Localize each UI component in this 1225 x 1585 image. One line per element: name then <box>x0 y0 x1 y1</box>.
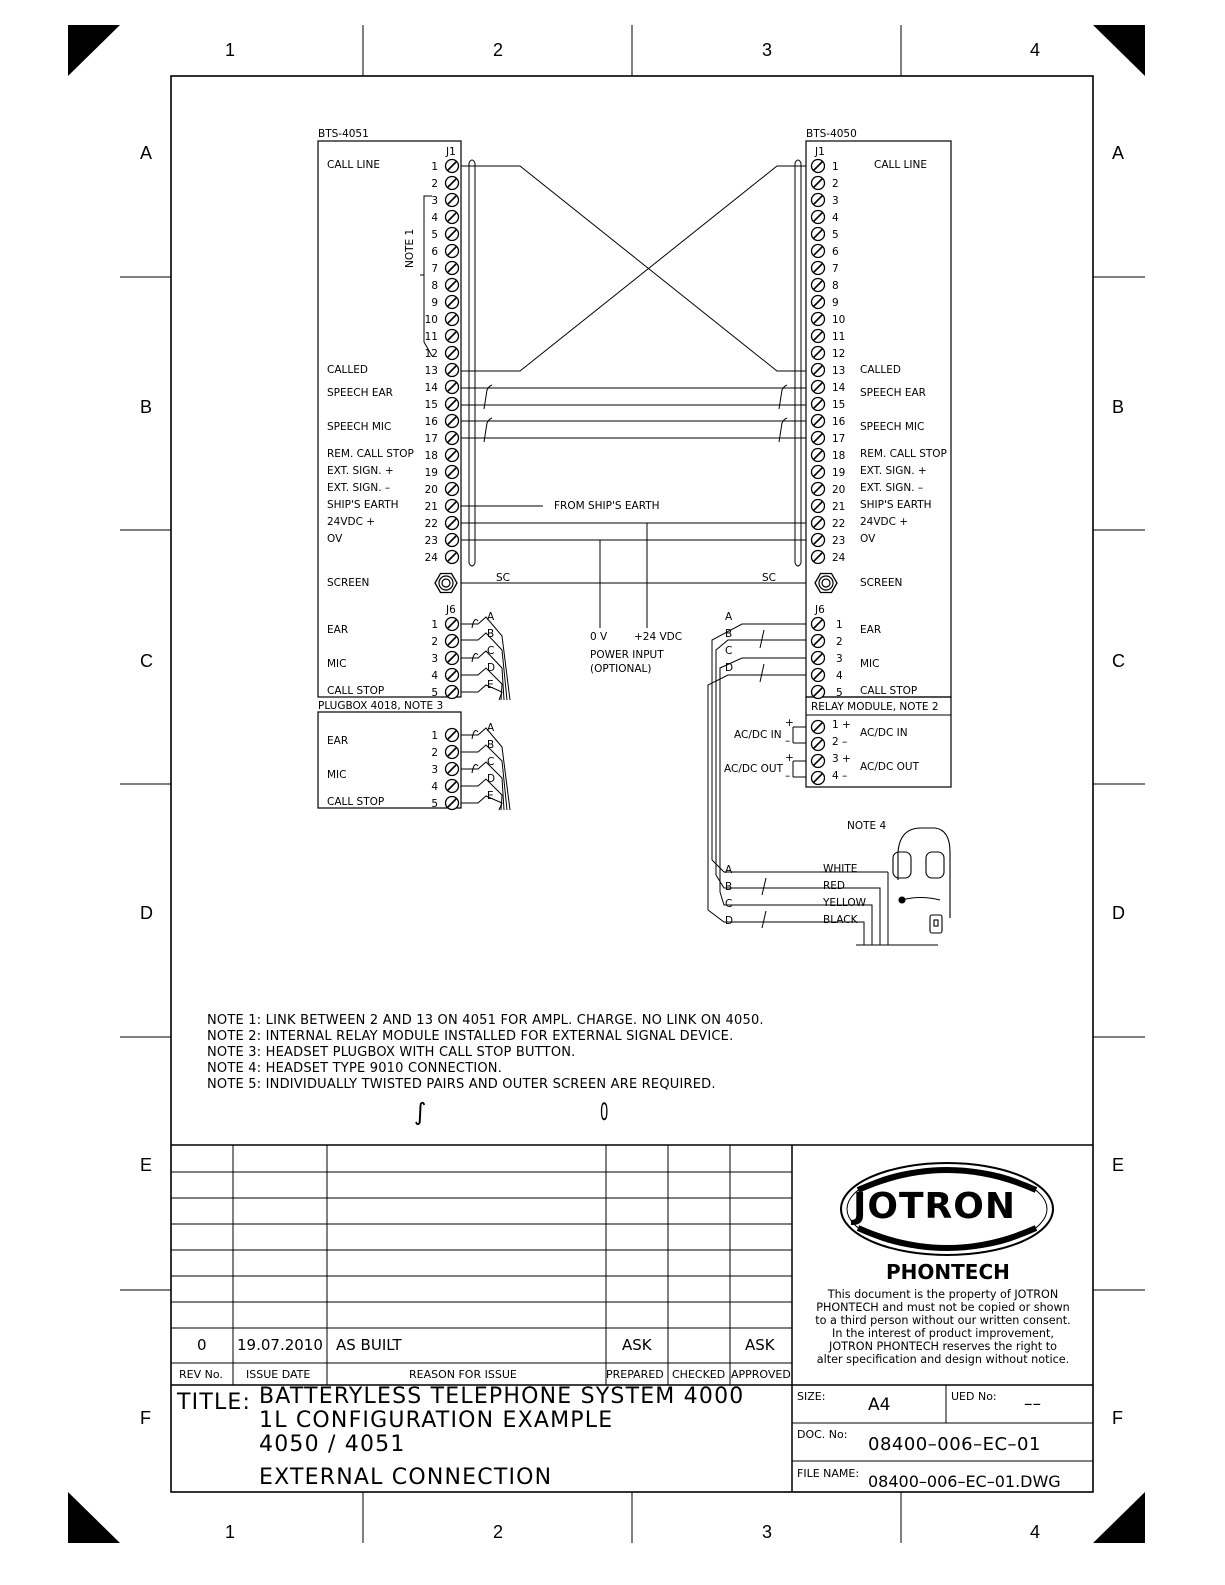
rev-no: 0 <box>197 1336 207 1354</box>
r-j6-call-stop: CALL STOP <box>860 685 918 697</box>
terminal-number: 4 <box>431 781 438 793</box>
r-speech-ear: SPEECH EAR <box>860 387 926 399</box>
terminal-icon <box>446 669 459 682</box>
file-label: FILE NAME: <box>797 1467 860 1480</box>
relay-pin-1: 1 + <box>832 719 851 731</box>
power-lines <box>600 523 647 628</box>
terminal-number: 7 <box>431 263 438 275</box>
r-call-line: CALL LINE <box>874 159 927 171</box>
terminal-number: 4 <box>431 670 438 682</box>
title-line-3: 4050 / 4051 <box>259 1432 406 1457</box>
left-j6-wires <box>461 617 510 700</box>
terminal-number: 16 <box>424 416 438 428</box>
r-speech-mic: SPEECH MIC <box>860 421 925 433</box>
zone-row-e-right: E <box>1112 1155 1125 1175</box>
terminal-icon <box>812 279 825 292</box>
r-ext-sign-minus: EXT. SIGN. – <box>860 482 924 494</box>
screen-symbol: 0 <box>600 1098 609 1126</box>
jotron-logo: JOTRON <box>853 1186 1017 1227</box>
relay-out-plus: + <box>785 752 794 764</box>
terminal-icon <box>812 211 825 224</box>
l-screen: SCREEN <box>327 577 370 589</box>
bts4051-name: BTS-4051 <box>318 128 369 140</box>
terminal-icon <box>812 686 825 699</box>
r-ships-earth: SHIP'S EARTH <box>860 499 932 511</box>
plugbox-ear: EAR <box>327 735 349 747</box>
terminal-number: 2 <box>431 178 438 190</box>
bts4051-box <box>318 141 461 697</box>
terminal-number: 17 <box>424 433 438 445</box>
terminal-number: 1 <box>836 619 843 631</box>
terminal-number: 3 <box>431 764 438 776</box>
terminal-number: 5 <box>431 798 438 810</box>
plugbox-box <box>318 712 461 808</box>
r-rem-call-stop: REM. CALL STOP <box>860 448 947 460</box>
power-optional: (OPTIONAL) <box>590 663 652 675</box>
zone-col-4-bottom: 4 <box>1030 1522 1041 1542</box>
terminal-icon <box>446 483 459 496</box>
size-value: A4 <box>868 1395 891 1415</box>
terminal-number: 19 <box>424 467 438 479</box>
terminal-icon <box>812 721 825 734</box>
wire-red: RED <box>823 880 846 892</box>
l-j6: J6 <box>446 604 456 616</box>
terminal-icon <box>812 755 825 768</box>
l-j6-letter-c: C <box>487 645 495 657</box>
disclaimer-line: In the interest of product improvement, <box>832 1327 1054 1340</box>
disclaimer-line: This document is the property of JOTRON <box>827 1288 1059 1301</box>
corner-mark-top-right <box>1093 25 1145 76</box>
ued-label: UED No: <box>951 1390 997 1403</box>
r-called: CALLED <box>860 364 901 376</box>
title-line-2: 1L CONFIGURATION EXAMPLE <box>259 1408 614 1433</box>
terminal-icon <box>446 618 459 631</box>
terminal-number: 20 <box>832 484 846 496</box>
terminal-icon <box>812 635 825 648</box>
wire-black: BLACK <box>823 914 858 926</box>
terminal-number: 6 <box>832 246 839 258</box>
terminal-icon <box>812 738 825 751</box>
l-j6-call-stop: CALL STOP <box>327 685 385 697</box>
hdr-checked: CHECKED <box>672 1368 726 1381</box>
sc-right: SC <box>762 572 776 584</box>
terminal-icon <box>446 534 459 547</box>
doc-value: 08400–006–EC–01 <box>868 1434 1041 1455</box>
terminal-number: 2 <box>836 636 843 648</box>
corner-mark-bottom-left <box>68 1492 120 1543</box>
zone-col-3-bottom: 3 <box>762 1522 773 1542</box>
rev-approved: ASK <box>745 1336 775 1354</box>
note-4: NOTE 4: HEADSET TYPE 9010 CONNECTION. <box>207 1061 503 1076</box>
plugbox-call-stop: CALL STOP <box>327 796 385 808</box>
terminal-icon <box>812 534 825 547</box>
terminal-icon <box>446 228 459 241</box>
terminal-number: 23 <box>424 535 438 547</box>
zone-row-f-left: F <box>140 1408 151 1428</box>
r-j6-ear: EAR <box>860 624 882 636</box>
terminal-icon <box>446 635 459 648</box>
cross-wires <box>461 166 806 371</box>
hdr-reason: REASON FOR ISSUE <box>409 1368 517 1381</box>
terminal-number: 15 <box>832 399 846 411</box>
from-ships-earth: FROM SHIP'S EARTH <box>554 500 660 512</box>
note-3: NOTE 3: HEADSET PLUGBOX WITH CALL STOP BUTTON. <box>207 1045 576 1060</box>
headset-letter-c: C <box>725 898 733 910</box>
terminal-icon <box>446 746 459 759</box>
screen-terminal-icon <box>435 574 457 593</box>
zone-row-d-right: D <box>1112 903 1125 923</box>
relay-pin-2: 2 – <box>832 736 848 748</box>
disclaimer-line: alter specification and design without notice. <box>816 1353 1070 1366</box>
l-rem-call-stop: REM. CALL STOP <box>327 448 414 460</box>
terminal-number: 9 <box>431 297 438 309</box>
terminal-icon <box>812 551 825 564</box>
zone-row-a-left: A <box>140 143 153 163</box>
note1-label: NOTE 1 <box>404 228 416 268</box>
relay-wires <box>793 727 806 777</box>
relay-out-minus: – <box>785 770 791 782</box>
terminal-icon <box>446 551 459 564</box>
title-line-1: BATTERYLESS TELEPHONE SYSTEM 4000 <box>259 1384 745 1409</box>
wire-white: WHITE <box>823 863 858 875</box>
terminal-number: 6 <box>431 246 438 258</box>
screen-terminal-icon <box>815 574 837 593</box>
terminal-number: 7 <box>832 263 839 275</box>
terminal-number: 22 <box>424 518 438 530</box>
l-ext-sign-minus: EXT. SIGN. – <box>327 482 391 494</box>
terminal-number: 1 <box>832 161 839 173</box>
zone-row-b-right: B <box>1112 397 1125 417</box>
zone-col-1-bottom: 1 <box>225 1522 236 1542</box>
terminal-icon <box>446 449 459 462</box>
terminal-icon <box>446 466 459 479</box>
l-24vdc: 24VDC + <box>327 516 376 528</box>
l-ov: OV <box>327 533 343 545</box>
disclaimer-line: PHONTECH and must not be copied or shown <box>816 1301 1070 1314</box>
terminal-number: 12 <box>424 348 438 360</box>
l-speech-mic: SPEECH MIC <box>327 421 392 433</box>
zone-row-d-left: D <box>140 903 153 923</box>
terminal-icon <box>812 669 825 682</box>
terminal-number: 20 <box>424 484 438 496</box>
terminal-icon <box>446 160 459 173</box>
terminal-icon <box>812 364 825 377</box>
plugbox-letter-b: B <box>487 739 495 751</box>
twisted-pair-symbol: ∫ <box>414 1098 427 1126</box>
terminal-number: 17 <box>832 433 846 445</box>
rev-prepared: ASK <box>622 1336 652 1354</box>
relay-pin-3: 3 + <box>832 753 851 765</box>
l-ships-earth: SHIP'S EARTH <box>327 499 399 511</box>
terminal-icon <box>446 347 459 360</box>
terminal-number: 4 <box>836 670 843 682</box>
terminal-icon <box>446 313 459 326</box>
terminal-number: 14 <box>424 382 438 394</box>
r-j6-letter-c: C <box>725 645 733 657</box>
terminal-number: 13 <box>832 365 846 377</box>
terminal-icon <box>446 729 459 742</box>
terminal-icon <box>812 466 825 479</box>
bts4050-j1: J1 <box>815 146 825 158</box>
bts4050-box <box>806 141 951 697</box>
zone-row-c-left: C <box>140 651 153 671</box>
terminal-icon <box>446 296 459 309</box>
terminal-icon <box>812 194 825 207</box>
terminal-icon <box>812 245 825 258</box>
ued-value: –– <box>1024 1394 1041 1414</box>
zone-row-f-right: F <box>1112 1408 1123 1428</box>
relay-pin-4: 4 – <box>832 770 848 782</box>
terminal-number: 8 <box>832 280 839 292</box>
l-j6-mic: MIC <box>327 658 347 670</box>
through-wires <box>461 388 806 583</box>
terminal-icon <box>812 313 825 326</box>
terminal-icon <box>812 483 825 496</box>
terminal-icon <box>812 330 825 343</box>
terminal-number: 5 <box>832 229 839 241</box>
relay-in-minus: – <box>785 735 791 747</box>
r-j6-letter-a: A <box>725 611 733 623</box>
l-j6-letter-e: E <box>487 679 494 691</box>
hdr-approved: APPROVED <box>731 1368 791 1381</box>
bts4050-name: BTS-4050 <box>806 128 857 140</box>
note-1: NOTE 1: LINK BETWEEN 2 AND 13 ON 4051 FOR AMPL. CHARGE. NO LINK ON 4050. <box>207 1013 764 1028</box>
zone-col-1-top: 1 <box>225 40 236 60</box>
l-ext-sign-plus: EXT. SIGN. + <box>327 465 394 477</box>
terminal-number: 1 <box>431 619 438 631</box>
l-j6-letter-b: B <box>487 628 495 640</box>
relay-acdc-out-left: AC/DC OUT <box>724 763 783 775</box>
zone-row-e-left: E <box>140 1155 153 1175</box>
terminal-icon <box>446 500 459 513</box>
phontech-logo: PHONTECH <box>886 1260 1010 1284</box>
terminal-icon <box>812 347 825 360</box>
terminal-icon <box>812 500 825 513</box>
r-24vdc: 24VDC + <box>860 516 909 528</box>
terminal-icon <box>812 228 825 241</box>
l-j6-ear: EAR <box>327 624 349 636</box>
hdr-prepared: PREPARED <box>606 1368 664 1381</box>
corner-mark-top-left <box>68 25 120 76</box>
terminal-icon <box>446 432 459 445</box>
terminal-icon <box>812 381 825 394</box>
relay-name: RELAY MODULE, NOTE 2 <box>811 701 939 713</box>
terminal-icon <box>812 772 825 785</box>
terminal-icon <box>446 763 459 776</box>
terminal-icon <box>812 652 825 665</box>
terminal-icon <box>446 364 459 377</box>
disclaimer <box>796 1288 1090 1366</box>
terminal-icon <box>812 177 825 190</box>
bts4051-j1: J1 <box>446 146 456 158</box>
rev-reason: AS BUILT <box>336 1336 402 1354</box>
plugbox-letter-a: A <box>487 722 495 734</box>
terminal-icon <box>812 398 825 411</box>
r-ext-sign-plus: EXT. SIGN. + <box>860 465 927 477</box>
terminal-number: 18 <box>424 450 438 462</box>
terminal-icon <box>812 415 825 428</box>
power-input: POWER INPUT <box>590 649 664 661</box>
terminal-number: 12 <box>832 348 846 360</box>
zone-col-2-bottom: 2 <box>493 1522 504 1542</box>
l-j6-letter-d: D <box>487 662 496 674</box>
relay-acdc-in-right: AC/DC IN <box>860 727 908 739</box>
r-j6-mic: MIC <box>860 658 880 670</box>
twist-marks <box>484 385 787 442</box>
terminal-icon <box>446 279 459 292</box>
corner-mark-bottom-right <box>1093 1492 1145 1543</box>
terminal-icon <box>446 194 459 207</box>
hdr-issue-date: ISSUE DATE <box>246 1368 311 1381</box>
terminal-number: 24 <box>424 552 438 564</box>
terminal-number: 2 <box>832 178 839 190</box>
terminal-number: 21 <box>424 501 438 513</box>
terminal-number: 8 <box>431 280 438 292</box>
terminal-number: 18 <box>832 450 846 462</box>
terminal-number: 3 <box>836 653 843 665</box>
zone-row-c-right: C <box>1112 651 1125 671</box>
terminal-number: 16 <box>832 416 846 428</box>
terminal-number: 3 <box>431 195 438 207</box>
terminal-number: 19 <box>832 467 846 479</box>
terminal-icon <box>812 160 825 173</box>
size-label: SIZE: <box>797 1390 826 1403</box>
terminal-number: 1 <box>431 161 438 173</box>
headset-letter-a: A <box>725 864 733 876</box>
terminal-icon <box>812 262 825 275</box>
zone-row-a-right: A <box>1112 143 1125 163</box>
r-ov: OV <box>860 533 876 545</box>
terminal-number: 2 <box>431 747 438 759</box>
plugbox-name: PLUGBOX 4018, NOTE 3 <box>318 700 444 712</box>
r-j6-letter-b: B <box>725 628 733 640</box>
terminal-icon <box>446 398 459 411</box>
terminal-number: 22 <box>832 518 846 530</box>
title-line-4: EXTERNAL CONNECTION <box>259 1465 553 1490</box>
terminal-number: 5 <box>431 229 438 241</box>
power-24vdc: +24 VDC <box>634 631 683 643</box>
relay-in-plus: + <box>785 717 794 729</box>
terminal-icon <box>812 618 825 631</box>
terminal-icon <box>446 652 459 665</box>
terminal-number: 11 <box>832 331 846 343</box>
terminal-number: 9 <box>832 297 839 309</box>
terminal-icon <box>812 432 825 445</box>
wire-yellow: YELLOW <box>823 897 867 909</box>
r-j6-letter-d: D <box>725 662 734 674</box>
terminal-number: 3 <box>832 195 839 207</box>
terminal-icon <box>446 780 459 793</box>
terminal-number: 14 <box>832 382 846 394</box>
terminal-number: 2 <box>431 636 438 648</box>
l-j6-letter-a: A <box>487 611 495 623</box>
terminal-number: 10 <box>424 314 438 326</box>
terminal-number: 4 <box>431 212 438 224</box>
power-0v: 0 V <box>590 631 608 643</box>
zone-row-b-left: B <box>140 397 153 417</box>
terminal-number: 15 <box>424 399 438 411</box>
plugbox-letter-c: C <box>487 756 495 768</box>
terminal-icon <box>446 381 459 394</box>
relay-acdc-in-left: AC/DC IN <box>734 729 782 741</box>
terminal-icon <box>446 211 459 224</box>
terminal-icon <box>446 797 459 810</box>
l-called: CALLED <box>327 364 368 376</box>
note-5: NOTE 5: INDIVIDUALLY TWISTED PAIRS AND OUTER SCREEN ARE REQUIRED. <box>207 1077 716 1092</box>
relay-acdc-out-right: AC/DC OUT <box>860 761 919 773</box>
r-j6: J6 <box>815 604 825 616</box>
terminal-number: 13 <box>424 365 438 377</box>
headset-letter-d: D <box>725 915 734 927</box>
terminal-number: 5 <box>431 687 438 699</box>
hdr-rev-no: REV No. <box>179 1368 223 1381</box>
zone-col-3-top: 3 <box>762 40 773 60</box>
terminal-number: 5 <box>836 687 843 699</box>
terminal-icon <box>446 262 459 275</box>
terminal-icon <box>446 686 459 699</box>
plugbox-letter-d: D <box>487 773 496 785</box>
headset-letter-b: B <box>725 881 733 893</box>
plugbox-mic: MIC <box>327 769 347 781</box>
l-speech-ear: SPEECH EAR <box>327 387 393 399</box>
terminal-icon <box>446 177 459 190</box>
file-value: 08400–006–EC–01.DWG <box>868 1472 1061 1491</box>
terminal-number: 3 <box>431 653 438 665</box>
doc-label: DOC. No: <box>797 1428 848 1441</box>
plugbox-letter-e: E <box>487 790 494 802</box>
disclaimer-line: to a third person without our written consent. <box>815 1314 1071 1327</box>
headset-note: NOTE 4 <box>847 820 887 832</box>
terminal-icon <box>446 245 459 258</box>
plugbox-wires <box>461 728 510 810</box>
terminal-icon <box>812 449 825 462</box>
terminal-number: 11 <box>424 331 438 343</box>
terminal-number: 24 <box>832 552 846 564</box>
terminal-number: 1 <box>431 730 438 742</box>
terminal-icon <box>812 517 825 530</box>
terminal-number: 21 <box>832 501 846 513</box>
sc-left: SC <box>496 572 510 584</box>
rev-date: 19.07.2010 <box>237 1336 323 1354</box>
terminal-icon <box>446 517 459 530</box>
disclaimer-line: JOTRON PHONTECH reserves the right to <box>829 1340 1057 1353</box>
terminal-icon <box>446 330 459 343</box>
terminal-icon <box>812 296 825 309</box>
note-2: NOTE 2: INTERNAL RELAY MODULE INSTALLED FOR EXTERNAL SIGNAL DEVICE. <box>207 1029 734 1044</box>
terminal-number: 10 <box>832 314 846 326</box>
zone-col-4-top: 4 <box>1030 40 1041 60</box>
headset-drawing <box>893 828 950 933</box>
l-call-line: CALL LINE <box>327 159 380 171</box>
title-label: TITLE: <box>177 1390 252 1415</box>
r-screen: SCREEN <box>860 577 903 589</box>
terminal-icon <box>446 415 459 428</box>
terminal-number: 23 <box>832 535 846 547</box>
terminal-number: 4 <box>832 212 839 224</box>
zone-col-2-top: 2 <box>493 40 504 60</box>
